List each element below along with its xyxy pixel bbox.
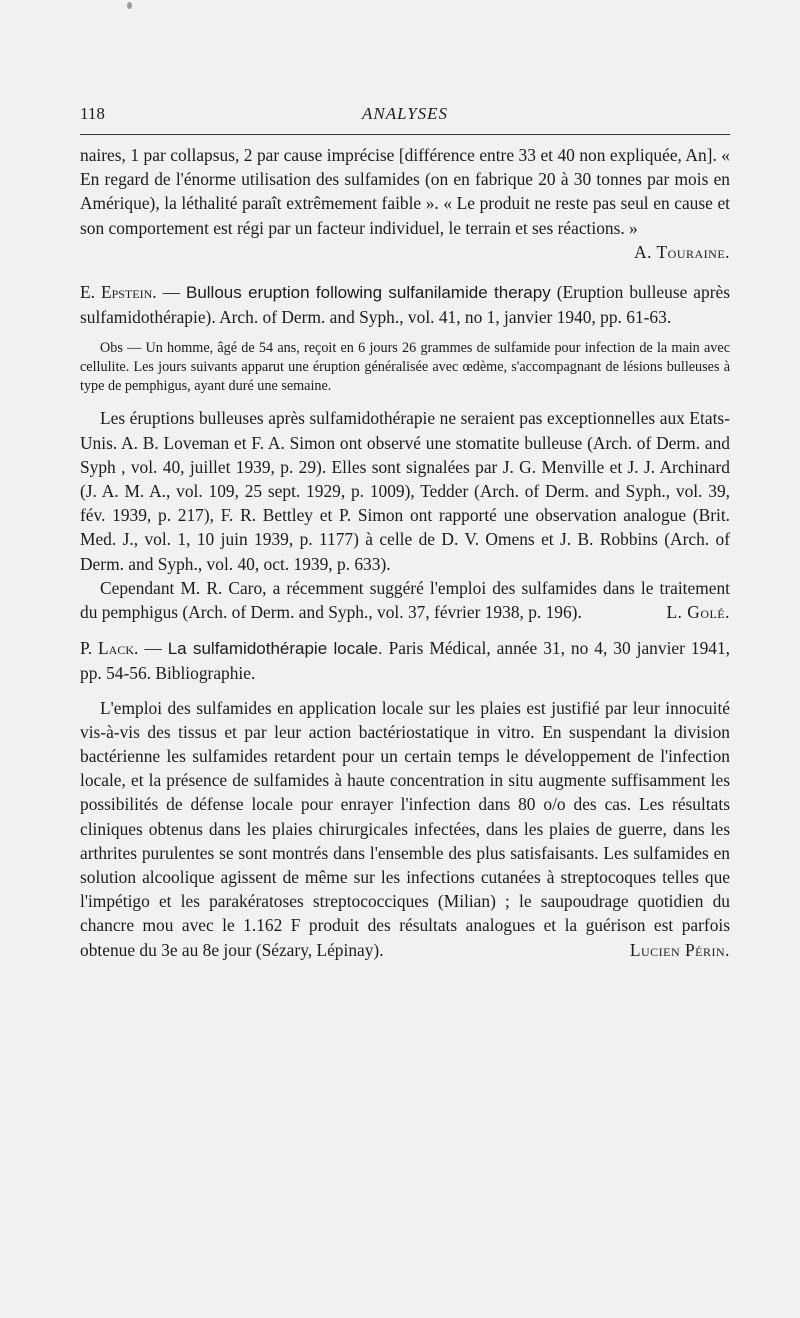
reference-lack [80, 636, 730, 685]
page-header [80, 104, 730, 134]
signature-touraine: A. Touraine. [634, 241, 730, 262]
reference-title: Bullous eruption following sulfanilamide therapy [185, 283, 551, 303]
paragraph-text: Cependant M. R. Caro, a récemment suggéré l'emploi des sulfamides dans le traitement du pemphigus (Arch. of Derm. and Syph., vol. 37, février 1938, p. 196). [80, 577, 730, 623]
paragraph-eruptions: Les éruptions bulleuses après sulfamidothérapie ne seraient pas exceptionnelles aux Etats-Unis. A. B. Loveman et F. A. Simon ont observé une stomatite bulleuse (Arch. of Derm. and Syph , vol. 40, juillet 1939, p. 29). Elles sont signalées par J. G. Menville et J. J. Archinard (J. A. M. A., vol. 109, 25 sept. 1929, p. 1009), Tedder (Arch. of Derm. and Syph., vol. 39, fév. 1939, p. 217), F. R. Bettley et P. Simon ont rapporté une observation analogue (Brit. Med. J., vol. 1, 10 juin 1939, p. 1177) à celle de D. V. Omens et J. B. Robbins (Arch. of Derm. and Syph., vol. 40, oct. 1939, p. 633). [80, 408, 730, 574]
page [80, 104, 730, 962]
signature-gole: L. Golé. [666, 602, 730, 623]
signature-perin: Lucien Périn. [629, 939, 730, 960]
paragraph-local-therapy [80, 696, 730, 962]
reference-dash: — [138, 638, 168, 659]
reference-source: (Eruption bulleuse après sulfamidothérapie). Arch. of Derm. and Syph., vol. 41, no 1, janvier 1940, pp. 61-63. [80, 282, 730, 328]
reference-author: E. Epstein. [80, 282, 157, 303]
reference-title: La sulfamidothérapie locale. [167, 639, 383, 659]
reference-epstein [80, 280, 730, 329]
page-number: 118 [80, 104, 105, 123]
paragraph-caro [80, 576, 730, 624]
reference-dash: — [156, 282, 186, 303]
paragraph-continuation [80, 143, 730, 262]
header-rule [80, 134, 730, 135]
reference-source: Paris Médical, année 31, no 4, 30 janvier 1941, pp. 54-56. Bibliographie. [80, 638, 731, 684]
paragraph-text: naires, 1 par collapsus, 2 par cause imprécise [différence entre 33 et 40 non expliquée, An]. « En regard de l'énorme utilisation des sulfamides (on en fabrique 20 à 30 tonnes par mois en Amérique), la léthalité paraît extrêmement faible ». « Le produit ne reste pas seul en cause et son comportement est régi par un facteur individuel, le terrain et ses réactions. » [80, 145, 730, 238]
paragraph-text: L'emploi des sulfamides en application locale sur les plaies est justifié par leur innocuité vis-à-vis des tissus et par leur action bactériostatique in vitro. En suspendant la division bactérienne les sulfamides retardent pour un certain temps le développement de l'infection locale, et la présence de sulfamides à haute concentration in situ augmente suffisamment les possibilités de défense locale pour enrayer l'infection dans 80 o/o des cas. Les résultats cliniques obtenus dans les plaies chirurgicales infectées, dans les plaies de guerre, dans les arthrites purulentes se sont montrés dans l'ensemble des plus satisfaisants. Les sulfamides en solution alcoolique agissent de même sur les infections cutanées à streptocoques telles que l'impétigo et les parakératoses streptococciques (Milian) ; le saupoudrage quotidien du chancre mou avec le 1.162 F produit des résultats analogues et la guérison est parfois obtenue du 3e au 8e jour (Sézary, Lépinay). [80, 697, 730, 960]
paper-speck [127, 2, 132, 9]
reference-author: P. Lack. [80, 638, 139, 659]
observation-note: Obs — Un homme, âgé de 54 ans, reçoit en 6 jours 26 grammes de sulfamide pour infection de la main avec cellulite. Les jours suivants apparut une éruption généralisée avec œdème, s'accompagnant de lésions bulleuses à type de pemphigus, ayant duré une semaine. [80, 340, 730, 395]
running-title: ANALYSES [361, 104, 449, 123]
